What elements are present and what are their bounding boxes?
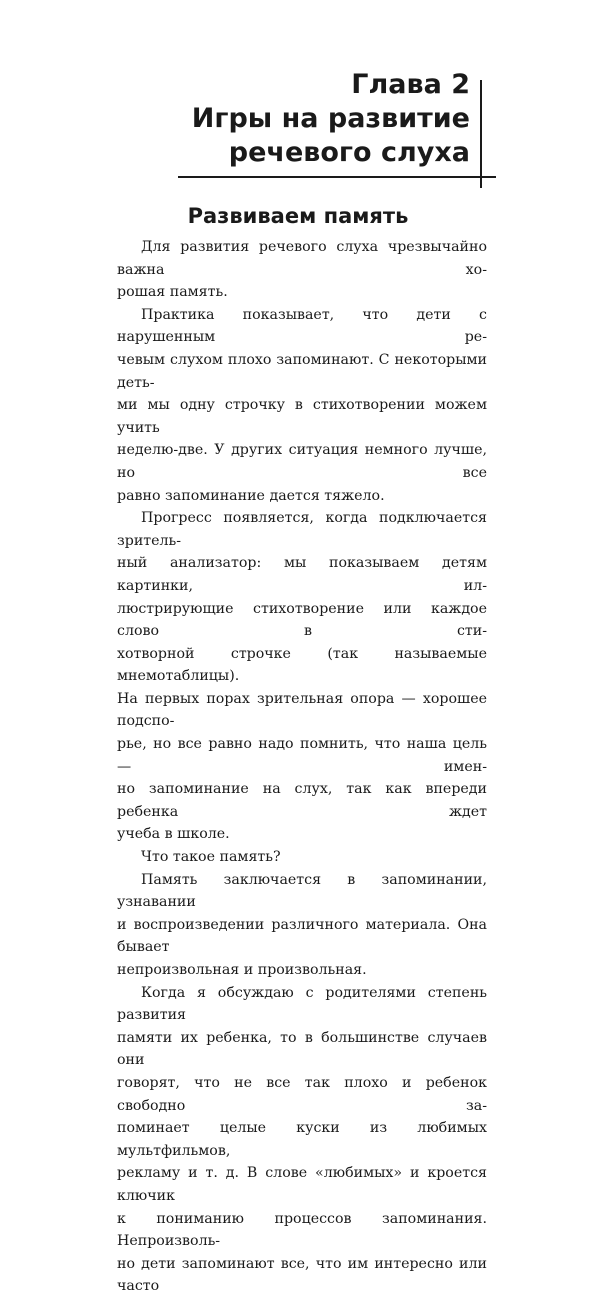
text-line: рошая память. <box>117 284 228 301</box>
paragraph <box>117 982 487 1298</box>
paragraph <box>117 304 487 507</box>
vertical-rule <box>480 80 482 188</box>
text-line: но запоминание на слух, так как впереди ребенка ждет <box>117 781 487 820</box>
text-line: поминает целые куски из любимых мультфильмов, <box>117 1120 487 1159</box>
text-line: ми мы одну строчку в стихотворении можем учить <box>117 397 487 436</box>
chapter-title-line: Игры на развитие <box>191 103 470 134</box>
paragraph <box>117 507 487 846</box>
paragraph <box>117 869 487 982</box>
text-line: люстрирующие стихотворение или каждое слово в сти- <box>117 600 487 640</box>
text-line: Практика показывает, что дети с нарушенным ре- <box>117 306 487 346</box>
chapter-label: Глава 2 <box>351 69 470 100</box>
text-line: ный анализатор: мы показываем детям картинки, ил- <box>117 555 487 594</box>
text-line: хотворной строчке (так называемые мнемотаблицы). <box>117 645 487 685</box>
text-line: На первых порах зрительная опора — хорошее подспо- <box>117 690 487 730</box>
text-line: чевым слухом плохо запоминают. С некоторыми деть- <box>117 351 487 391</box>
paragraph <box>117 236 487 304</box>
text-line: неделю-две. У других ситуация немного лучше, но все <box>117 442 487 481</box>
text-line: учеба в школе. <box>117 826 230 843</box>
text-line: рье, но все равно надо помнить, что наша цель — имен- <box>117 736 487 775</box>
text-line: но дети запоминают все, что им интересно или часто <box>117 1255 487 1295</box>
paragraph <box>117 846 487 869</box>
text-line: Прогресс появляется, когда подключается зритель- <box>117 510 487 549</box>
chapter-heading <box>150 68 470 170</box>
section-heading: Развиваем память <box>187 204 409 228</box>
text-line: непроизвольная и произвольная. <box>117 962 367 978</box>
text-line: рекламу и т. д. В слове «любимых» и кроется ключик <box>117 1165 487 1204</box>
text-line: к пониманию процессов запоминания. Непроизволь- <box>117 1210 487 1250</box>
text-line: Для развития речевого слуха чрезвычайно важна хо- <box>117 239 487 278</box>
text-line: равно запоминание дается тяжело. <box>117 487 385 504</box>
chapter-title-line: речевого слуха <box>228 137 470 168</box>
text-line: Память заключается в запоминании, узнавании <box>117 871 487 911</box>
text-line: и воспроизведении различного материала. Она бывает <box>117 916 487 956</box>
text-line: говорят, что не все так плохо и ребенок свободно за- <box>117 1074 487 1114</box>
text-line: Когда я обсуждаю с родителями степень развития <box>117 984 487 1024</box>
text-line: памяти их ребенка, то в большинстве случаев они <box>117 1029 487 1069</box>
text-line: Что такое память? <box>141 849 281 866</box>
body-text <box>117 236 487 1298</box>
horizontal-rule <box>178 176 496 178</box>
